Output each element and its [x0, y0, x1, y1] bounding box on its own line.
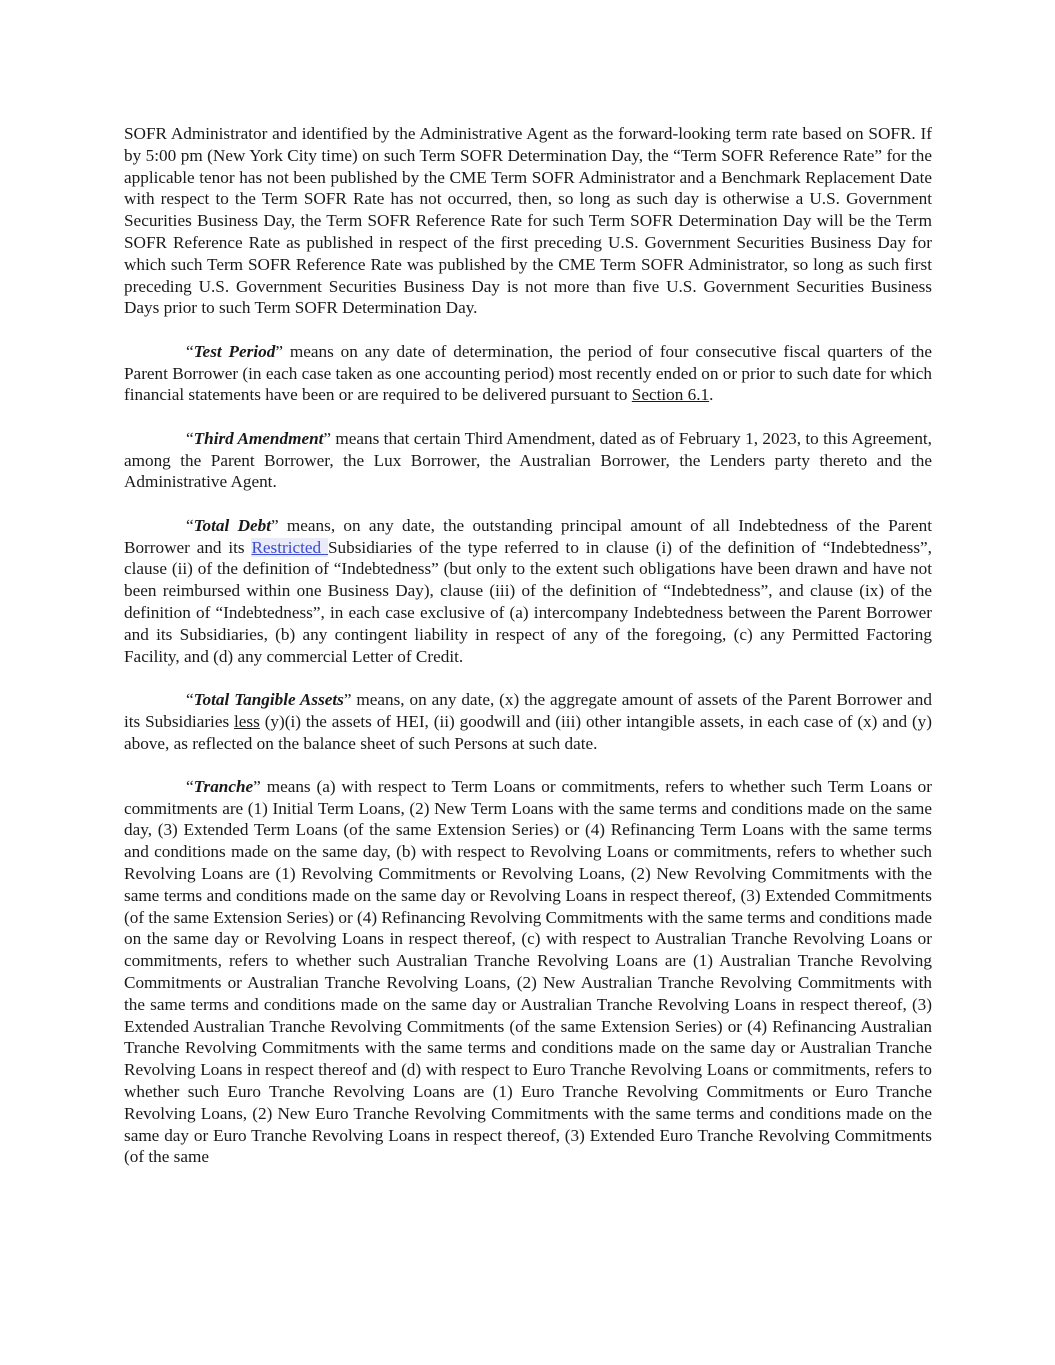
definition-text-continued: (y)(i) the assets of HEI, (ii) goodwill and (iii) other intangible assets, in each case of (x) and (y) above, as reflected on the balance sheet of such Persons at such date. [124, 711, 932, 753]
definition-text: ” means on any date of determination, the period of four consecutive fiscal quarters of the Parent Borrower (in each case taken as one accounting period) most recently ended on or prior to such date for which financial statements have been or are required to be delivered pursuant to [124, 341, 932, 405]
open-quote: “ [186, 776, 194, 796]
defined-term: Tranche [193, 776, 254, 796]
open-quote: “ [186, 515, 194, 535]
defined-term: Test Period [193, 341, 276, 361]
definition-third-amendment [124, 428, 932, 493]
open-quote: “ [186, 428, 194, 448]
definition-total-tangible-assets [124, 689, 932, 754]
definition-total-debt [124, 515, 932, 668]
document-page [124, 123, 932, 1168]
definition-text: ” means, on any date, (x) the aggregate amount of assets of the Parent Borrower and its Subsidiaries [124, 689, 932, 731]
definition-text: ” means that certain Third Amendment, dated as of February 1, 2023, to this Agreement, among the Parent Borrower, the Lux Borrower, the Australian Borrower, the Lenders party thereto and the Administrative Agent. [124, 428, 932, 492]
defined-term: Third Amendment [193, 428, 324, 448]
paragraph-text: SOFR Administrator and identified by the Administrative Agent as the forward-looking term rate based on SOFR. If by 5:00 pm (New York City time) on such Term SOFR Determination Day, the “Term SOFR Reference Rate” for the applicable tenor has not been published by the CME Term SOFR Administrator and a Benchmark Replacement Date with respect to the Term SOFR Rate has not occurred, then, so long as such day is otherwise a U.S. Government Securities Business Day, the Term SOFR Reference Rate for such Term SOFR Determination Day will be the Term SOFR Reference Rate as published in respect of the first preceding U.S. Government Securities Business Day for which such Term SOFR Reference Rate was published by the CME Term SOFR Administrator, so long as such first preceding U.S. Government Securities Business Day is not more than five U.S. Government Securities Business Days prior to such Term SOFR Determination Day. [124, 124, 932, 318]
defined-term: Total Debt [193, 515, 271, 535]
definition-text-end: . [709, 385, 714, 405]
section-reference: Section 6.1 [631, 385, 710, 405]
definition-test-period [124, 341, 932, 406]
restricted-link[interactable]: Restricted [251, 537, 328, 557]
definition-text-continued: Subsidiaries of the type referred to in clause (i) of the definition of “Indebtedness”, clause (ii) of the definition of “Indebtedness” (but only to the extent such obligations have been drawn and have not been reimbursed within one Business Day), clause (iii) of the definition of “Indebtedness”, and clause (ix) of the definition of “Indebtedness”, in each case exclusive of (a) intercompany Indebtedness between the Parent Borrower and its Subsidiaries, (b) any contingent liability in respect of any of the foregoing, (c) any Permitted Factoring Facility, and (d) any commercial Letter of Credit. [124, 537, 932, 666]
defined-term: Total Tangible Assets [193, 689, 344, 709]
underlined-less: less [234, 711, 260, 731]
paragraph-term-sofr-continued [124, 123, 932, 319]
definition-text: ” means (a) with respect to Term Loans or commitments, refers to whether such Term Loans or commitments are (1) Initial Term Loans, (2) New Term Loans with the same terms and conditions made on the same day, (3) Extended Term Loans (of the same Extension Series) or (4) Refinancing Term Loans with the same terms and conditions made on the same day, (b) with respect to Revolving Loans or commitments, refers to whether such Revolving Loans are (1) Revolving Commitments or Revolving Loans, (2) New Revolving Commitments with the same terms and conditions made on the same day or Revolving Loans in respect thereof, (3) Extended Commitments (of the same Extension Series) or (4) Refinancing Revolving Commitments with the same terms and conditions made on the same day or Revolving Loans in respect thereof, (c) with respect to Australian Tranche Revolving Loans or commitments, refers to whether such Australian Tranche Revolving Loans are (1) Australian Tranche Revolving Commitments or Australian Tranche Revolving Loans, (2) New Australian Tranche Revolving Commitments with the same terms and conditions made on the same day or Australian Tranche Revolving Loans in respect thereof, (3) Extended Australian Tranche Revolving Commitments (of the same Extension Series) or (4) Refinancing Australian Tranche Revolving Commitments with the same terms and conditions made on the same day or Australian Tranche Revolving Loans in respect thereof and (d) with respect to Euro Tranche Revolving Loans or commitments, refers to whether such Euro Tranche Revolving Loans are (1) Euro Tranche Revolving Commitments or Euro Tranche Revolving Loans, (2) New Euro Tranche Revolving Commitments with the same terms and conditions made on the same day or Euro Tranche Revolving Loans in respect thereof, (3) Extended Euro Tranche Revolving Commitments (of the same [124, 776, 932, 1167]
definition-text: ” means, on any date, the outstanding principal amount of all Indebtedness of the Parent Borrower and its [124, 515, 932, 557]
definition-tranche [124, 776, 932, 1168]
open-quote: “ [186, 689, 194, 709]
open-quote: “ [186, 341, 194, 361]
